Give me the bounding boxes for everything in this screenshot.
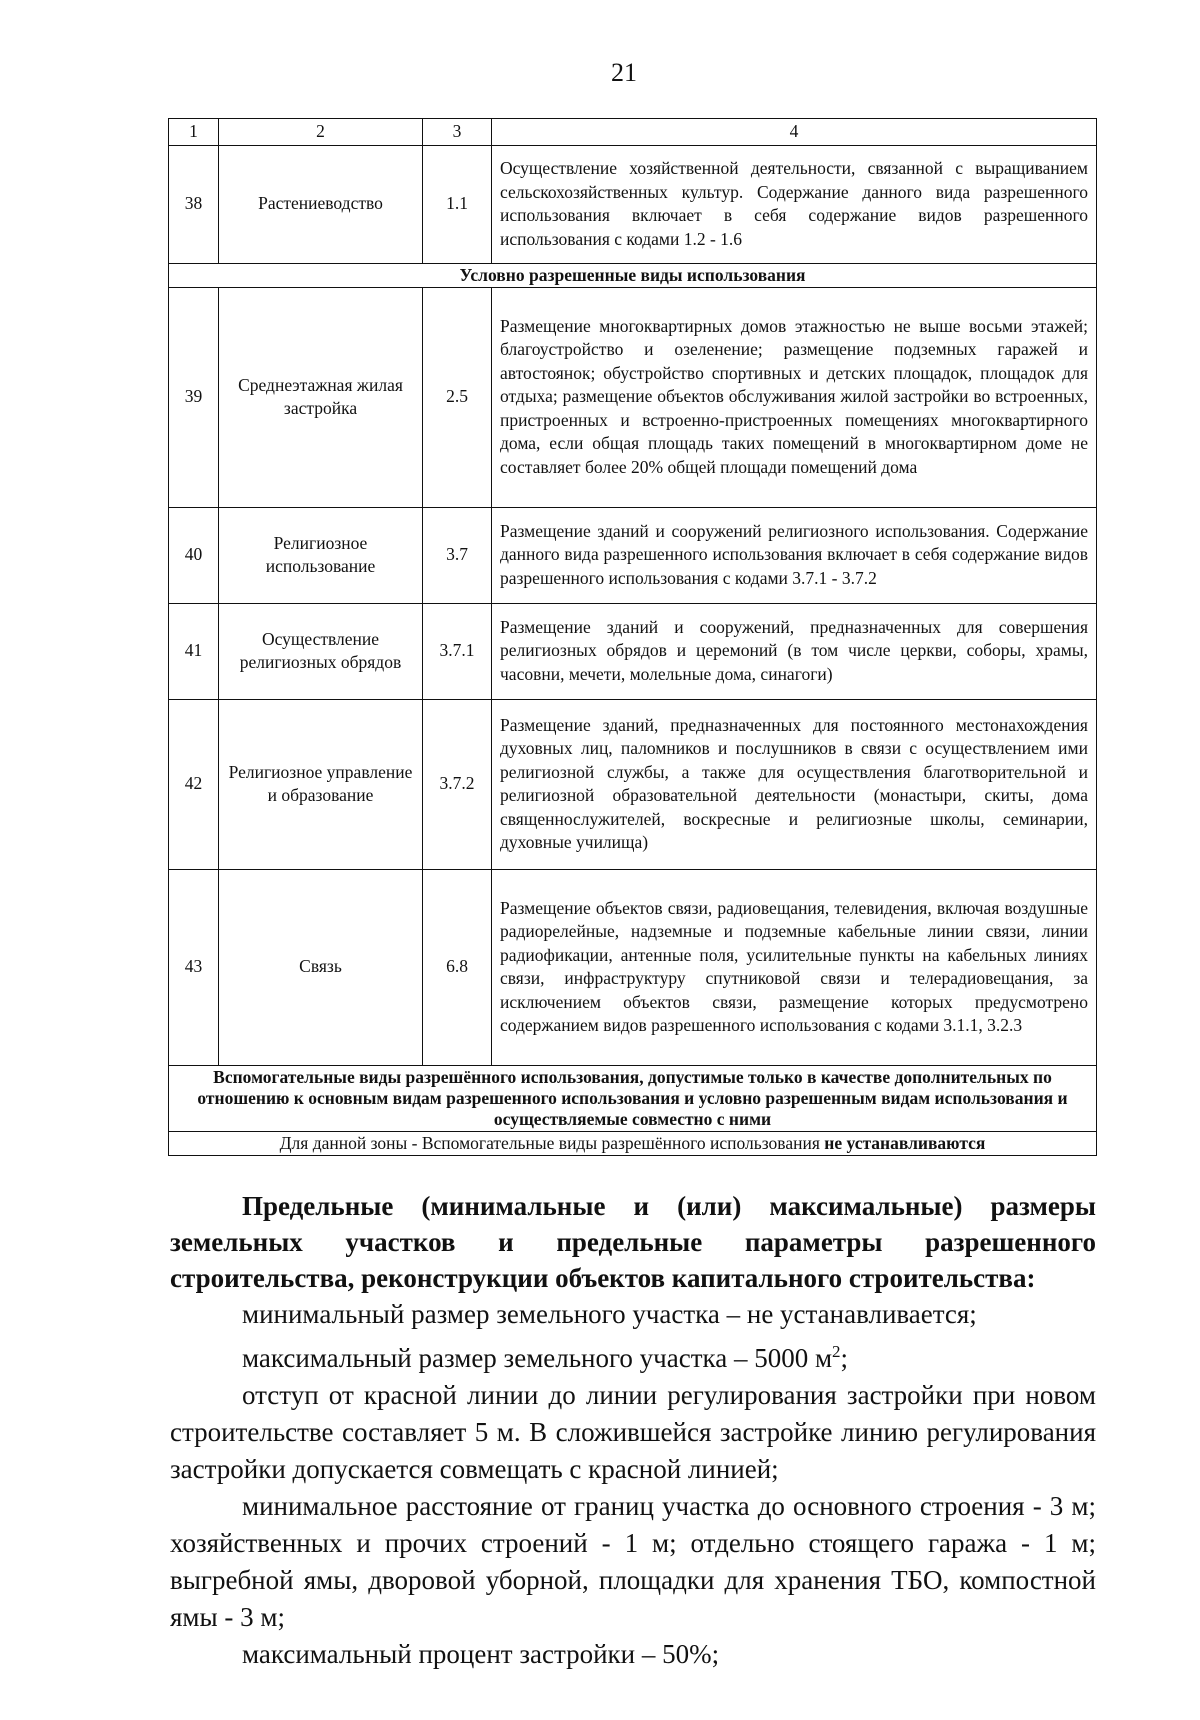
use-code: 2.5 (423, 287, 492, 507)
use-description: Размещение многоквартирных домов этажностью не выше восьми этажей; благоустройство и озеленение; размещение подземных гаражей и автостоянок; обустройство спортивных и детских площадок, площадок для отдыха; размещение объектов обслуживания жилой застройки во встроенных, пристроенных и встроенно-пристроенных помещениях многоквартирного дома, если общая площадь таких помещений в многоквартирном доме не составляет более 20% общей площади помещений дома (492, 287, 1097, 507)
table-header-row (169, 119, 1097, 146)
row-number: 43 (169, 869, 219, 1065)
use-code: 3.7.2 (423, 699, 492, 869)
parameters-section (170, 1188, 1096, 1673)
use-description: Размещение зданий и сооружений, предназначенных для совершения религиозных обрядов и церемоний (в том числе церкви, соборы, храмы, часовни, мечети, молельные дома, синагоги) (492, 603, 1097, 699)
table-row (169, 699, 1097, 869)
row-number: 39 (169, 287, 219, 507)
row-number: 40 (169, 507, 219, 603)
use-name: Религиозное использование (219, 507, 423, 603)
row-number: 41 (169, 603, 219, 699)
footer-bold-text: не устанавливаются (824, 1132, 986, 1153)
land-use-table (168, 118, 1097, 1156)
use-code: 6.8 (423, 869, 492, 1065)
max-plot-suffix: ; (840, 1343, 849, 1373)
use-code: 3.7 (423, 507, 492, 603)
table-row (169, 145, 1097, 263)
header-cell: 2 (219, 119, 423, 146)
use-description: Размещение зданий, предназначенных для постоянного местонахождения духовных лиц, паломников и послушников в связи с осуществлением ими религиозной службы, а также для осуществления благотворительной и религиозной образовательной деятельности (монастыри, скиты, дома священнослужителей, воскресные и религиозные школы, семинарии, духовные училища) (492, 699, 1097, 869)
use-code: 1.1 (423, 145, 492, 263)
section-title: Вспомогательные виды разрешённого использования, допустимые только в качестве дополнительных по отношению к основным видам разрешенного использования и условно разрешенным видам использования и осуществляемые совместно с ними (169, 1065, 1097, 1131)
section-title: Условно разрешенные виды использования (169, 263, 1097, 287)
use-name: Религиозное управление и образование (219, 699, 423, 869)
param-setback: отступ от красной линии до линии регулирования застройки при новом строительстве составляет 5 м. В сложившейся застройке линию регулирования застройки допускается совмещать с красной линией; (170, 1380, 1096, 1484)
use-description: Размещение объектов связи, радиовещания, телевидения, включая воздушные радиорелейные, надземные и подземные кабельные линии связи, линии радиофикации, антенные поля, усилительные пункты на кабельных линиях связи, инфраструктуру спутниковой связи и телерадиовещания, за исключением объектов связи, размещение которых предусмотрено содержанием видов разрешенного использования с кодами 3.1.1, 3.2.3 (492, 869, 1097, 1065)
use-name: Растениеводство (219, 145, 423, 263)
use-code: 3.7.1 (423, 603, 492, 699)
header-cell: 4 (492, 119, 1097, 146)
table-row (169, 603, 1097, 699)
section-header-conditional (169, 263, 1097, 287)
parameters-heading: Предельные (минимальные и (или) максимальные) размеры земельных участков и предельные параметры разрешенного строительства, реконструкции объектов капитального строительства: (170, 1191, 1096, 1293)
page-number: 21 (611, 58, 637, 87)
header-cell: 1 (169, 119, 219, 146)
table-row (169, 287, 1097, 507)
table-row (169, 507, 1097, 603)
max-plot-text: максимальный размер земельного участка – 5000 м (242, 1343, 833, 1373)
max-plot-superscript: 2 (832, 1342, 841, 1361)
row-number: 38 (169, 145, 219, 263)
use-description: Осуществление хозяйственной деятельности, связанной с выращиванием сельскохозяйственных культур. Содержание данного вида разрешенного использования включает в себя содержание видов разрешенного использования с кодами 1.2 - 1.6 (492, 145, 1097, 263)
footer-text: Для данной зоны - Вспомогательные виды разрешённого использования (279, 1132, 825, 1153)
param-min-distance: минимальное расстояние от границ участка до основного строения - 3 м; хозяйственных и прочих строений - 1 м; отдельно стоящего гаража - 1 м; выгребной ямы, дворовой уборной, площадки для хранения ТБО, компостной ямы - 3 м; (170, 1491, 1096, 1632)
footer-cell (169, 1131, 1097, 1155)
use-name: Среднеэтажная жилая застройка (219, 287, 423, 507)
section-header-auxiliary (169, 1065, 1097, 1131)
param-max-plot (170, 1333, 1096, 1377)
header-cell: 3 (423, 119, 492, 146)
use-name: Осуществление религиозных обрядов (219, 603, 423, 699)
param-min-plot: минимальный размер земельного участка – не устанавливается; (242, 1299, 977, 1329)
table-row (169, 869, 1097, 1065)
table-footer-row (169, 1131, 1097, 1155)
row-number: 42 (169, 699, 219, 869)
param-max-coverage: максимальный процент застройки – 50%; (242, 1639, 720, 1669)
use-description: Размещение зданий и сооружений религиозного использования. Содержание данного вида разрешенного использования включает в себя содержание видов разрешенного использования с кодами 3.7.1 - 3.7.2 (492, 507, 1097, 603)
use-name: Связь (219, 869, 423, 1065)
